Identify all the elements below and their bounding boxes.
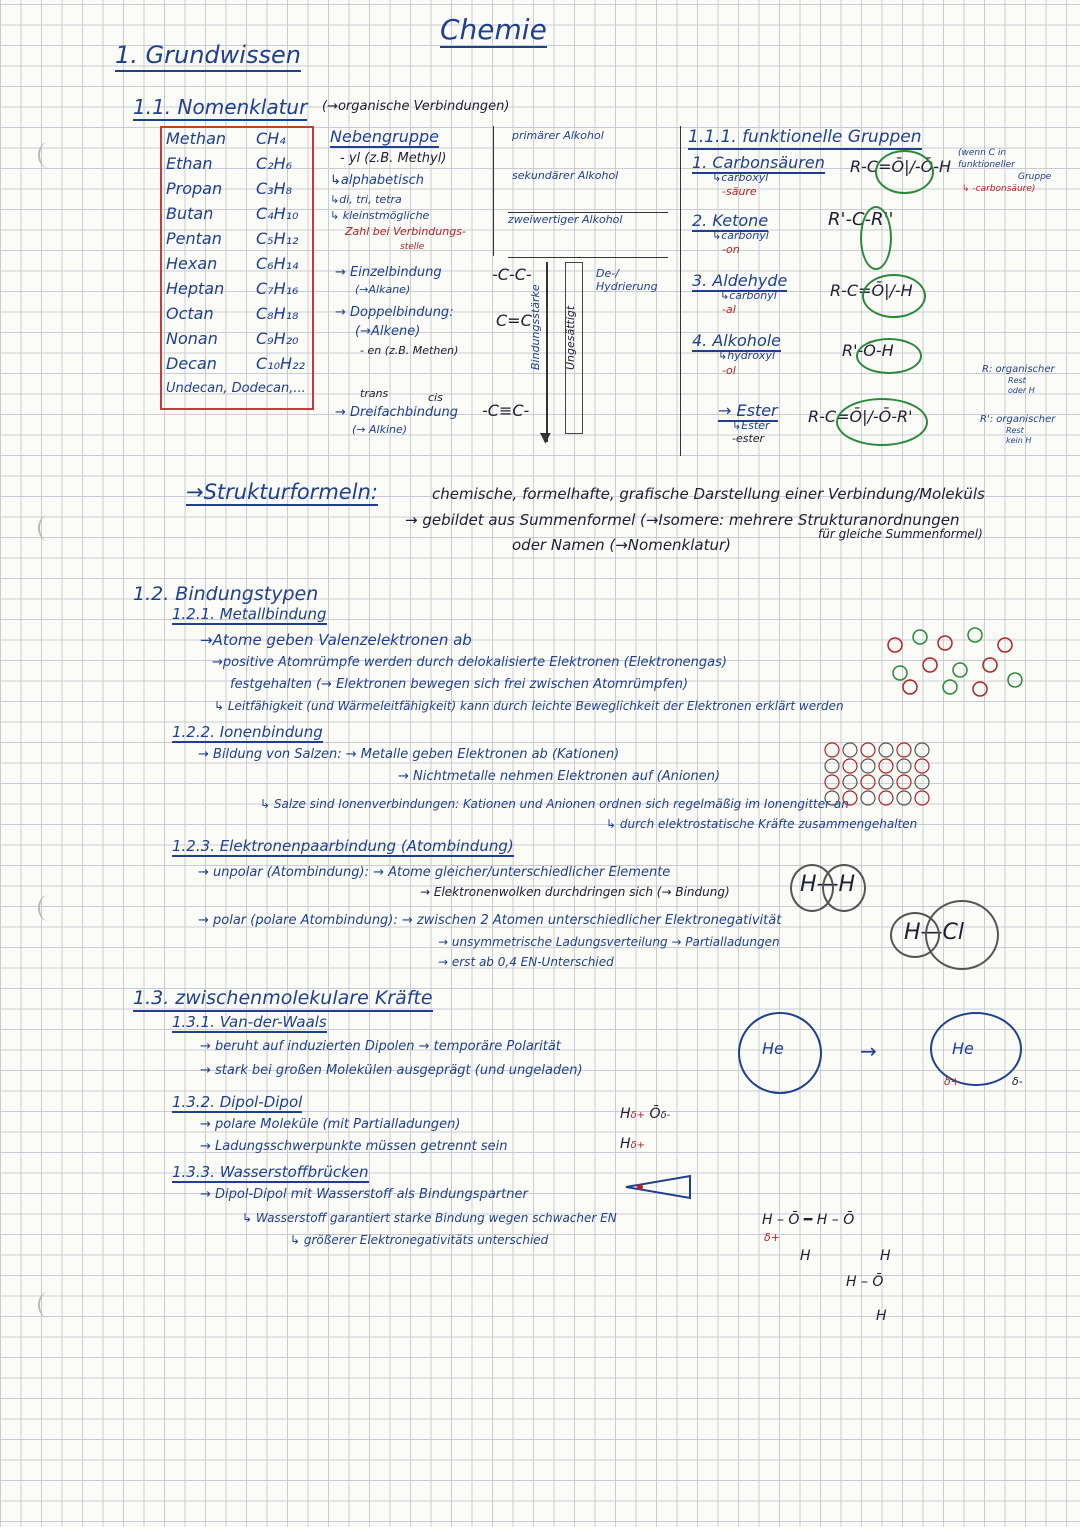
ep-line: → unsymmetrische Ladungsverteilung → Partialladungen: [438, 935, 780, 949]
punch-hole: [38, 895, 58, 921]
divider: [680, 126, 681, 456]
fg-formula: R'-C-R'': [828, 209, 894, 230]
ion-circle: [913, 630, 927, 644]
fg-highlight: [860, 206, 892, 270]
fg-sidenote: (wenn C in: [958, 148, 1007, 158]
fg-sub: ↳carboxyl: [712, 171, 769, 184]
ion-line: → Nichtmetalle nehmen Elektronen auf (Anionen): [398, 769, 721, 784]
wb-line: ↳ Wasserstoff garantiert starke Bindung wegen schwacher EN: [242, 1211, 617, 1225]
lattice-ion: [879, 759, 893, 773]
heading-fg: 1.1.1. funktionelle Gruppen: [688, 128, 922, 150]
ep-line: → unpolar (Atombindung): → Atome gleicher/unterschiedlicher Elemente: [198, 865, 671, 880]
vertical-label: Ungesättigt: [564, 305, 577, 370]
lattice-ion: [897, 759, 911, 773]
r-note: R: organischer: [982, 364, 1055, 375]
ion-line: ↳ Salze sind Ionenverbindungen: Kationen und Anionen ordnen sich regelmäßig im Ionengitter an: [260, 797, 849, 811]
dipole-sketch: [624, 1172, 694, 1202]
fg-sub: ↳hydroxyl: [718, 349, 776, 362]
electron-cloud: [925, 900, 999, 970]
wb-line: → Dipol-Dipol mit Wasserstoff als Bindungspartner: [200, 1187, 528, 1202]
punch-hole: [38, 142, 58, 168]
lattice-ion: [915, 775, 929, 789]
arrow-right-icon: →: [860, 1039, 877, 1063]
lattice-ion: [897, 743, 911, 757]
neben-line: - yl (z.B. Methyl): [340, 151, 447, 166]
ion-line: → Bildung von Salzen: → Metalle geben Elektronen ab (Kationen): [198, 747, 620, 762]
alkane-formula: C₂H₆: [256, 154, 293, 173]
ion-line: ↳ durch elektrostatische Kräfte zusammengehalten: [606, 817, 918, 831]
neben-line: ↳alphabetisch: [330, 173, 425, 188]
helium-label: He: [952, 1039, 974, 1058]
fg-sub: -säure: [722, 185, 757, 198]
struktur-line: → gebildet aus Summenformel (→Isomere: mehrere Strukturanordnungen: [405, 511, 960, 529]
fg-sidenote: Gruppe: [1018, 172, 1052, 182]
bond-line: - en (z.B. Methen): [360, 344, 459, 357]
ion-circle: [923, 658, 937, 672]
alkane-name: Nonan: [166, 329, 218, 348]
bond-symbol: -C≡C-: [482, 401, 530, 420]
fg-sub: ↳carbonyl: [720, 289, 777, 302]
struktur-line: oder Namen (→Nomenklatur): [512, 536, 732, 554]
neben-line: Zahl bei Verbindungs-: [345, 225, 466, 238]
lattice-ion: [843, 743, 857, 757]
fg-name: → Ester: [718, 402, 778, 422]
neben-line: ↳ kleinstmögliche: [330, 209, 430, 222]
ion-circle: [903, 680, 917, 694]
hbond-network: H – Ō ━ H – Ō: [762, 1212, 855, 1228]
fg-sidenote: ↳ -carbonsäure): [962, 184, 1036, 194]
arrow-head-icon: ▼: [540, 430, 551, 446]
metal-line: festgehalten (→ Elektronen bewegen sich frei zwischen Atomrümpfen): [230, 677, 689, 692]
alkane-name: Propan: [166, 179, 223, 198]
lattice-ion: [843, 791, 857, 805]
bond-symbol: -C-C-: [492, 265, 532, 284]
punch-hole: [38, 1292, 58, 1318]
ion-circle: [893, 666, 907, 680]
neben-line: stelle: [400, 242, 425, 252]
alkane-name: Hexan: [166, 254, 218, 273]
fg-name: 3. Aldehyde: [692, 272, 787, 292]
ion-circle: [938, 636, 952, 650]
lattice-ion: [861, 791, 875, 805]
divider: [508, 212, 668, 213]
heading-metallbindung: 1.2.1. Metallbindung: [172, 606, 327, 625]
fg-sub: ↳carbonyl: [712, 229, 769, 242]
lattice-ion: [825, 775, 839, 789]
fg-sub: -al: [722, 303, 736, 316]
ion-circle: [998, 638, 1012, 652]
fg-formula: R-C=Ō|/-Ō-R': [808, 407, 913, 426]
heading-bindungstypen: 1.2. Bindungstypen: [133, 583, 319, 605]
bond-line: → Einzelbindung: [335, 265, 442, 280]
alkane-name: Decan: [166, 354, 217, 373]
lattice-ion: [843, 759, 857, 773]
dd-line: → polare Moleküle (mit Partialladungen): [200, 1117, 461, 1132]
bond-line: (→ Alkine): [352, 423, 408, 436]
alkane-name: Butan: [166, 204, 214, 223]
fg-name: 2. Ketone: [692, 212, 768, 232]
ion-lattice-drawing: [820, 740, 940, 810]
electron-cloud: [822, 864, 866, 912]
fg-sub: ↳Ester: [732, 419, 770, 432]
lattice-ion: [825, 759, 839, 773]
hbond-h: H: [880, 1248, 891, 1264]
alkane-formula: C₈H₁₈: [256, 304, 299, 323]
heading-ionenbindung: 1.2.2. Ionenbindung: [172, 724, 323, 743]
r2-note: kein H: [1006, 436, 1032, 445]
vdw-line: → beruht auf induzierten Dipolen → temporäre Polarität: [200, 1039, 561, 1054]
fg-name: 4. Alkohole: [692, 332, 781, 352]
ion-circle: [1008, 673, 1022, 687]
lattice-ion: [897, 775, 911, 789]
r2-note: R': organischer: [980, 414, 1056, 425]
lattice-ion: [879, 775, 893, 789]
water-molecule-h: Hδ+: [620, 1136, 646, 1152]
lattice-ion: [879, 743, 893, 757]
bracket: [565, 262, 583, 434]
r-note: Rest: [1008, 376, 1026, 385]
heading-elektronenpaarbindung: 1.2.3. Elektronenpaarbindung (Atombindung): [172, 838, 514, 857]
bond-line: trans: [360, 387, 389, 400]
lattice-ion: [915, 759, 929, 773]
metal-line: ↳ Leitfähigkeit (und Wärmeleitfähigkeit) kann durch leichte Beweglichkeit der Elektronen erklärt werden: [214, 699, 844, 713]
ion-circle: [888, 638, 902, 652]
fg-highlight: [836, 398, 928, 446]
lattice-ion: [861, 759, 875, 773]
heading-zwischenmolekular: 1.3. zwischenmolekulare Kräfte: [133, 988, 433, 1012]
alkane-name: Ethan: [166, 154, 213, 173]
fg-highlight: [862, 274, 926, 318]
heading-dipol: 1.3.2. Dipol-Dipol: [172, 1094, 302, 1113]
hbond-h: H: [876, 1308, 887, 1324]
fg-name: 1. Carbonsäuren: [692, 154, 825, 174]
vertical-label: Bindungsstärke: [529, 284, 542, 370]
struktur-line: für gleiche Summenformel): [818, 527, 983, 541]
wb-line: ↳ größerer Elektronegativitäts unterschied: [290, 1233, 549, 1247]
fg-formula: R-C=Ō|/-H: [830, 281, 913, 300]
page-title: Chemie: [440, 14, 547, 48]
fg-sub: -ester: [732, 432, 765, 445]
fg-formula: R'-Ō-H: [842, 341, 894, 360]
ion-circle: [968, 628, 982, 642]
divider: [508, 257, 668, 258]
alcohol-label: primärer Alkohol: [512, 129, 604, 142]
vdw-line: → stark bei großen Molekülen ausgeprägt (und ungeladen): [200, 1063, 583, 1078]
bond-line: (→Alkane): [355, 283, 411, 296]
electron-gas-drawing: [880, 625, 1030, 700]
fg-sub: -on: [722, 243, 740, 256]
ep-line: → erst ab 0,4 EN-Unterschied: [438, 955, 614, 969]
hcl-molecule: H—Cl: [904, 920, 965, 945]
ion-circle: [953, 663, 967, 677]
alkane-formula: C₉H₂₀: [256, 329, 299, 348]
fg-formula: R-C=Ō|/-Ō-H: [850, 157, 952, 176]
nebengruppe-title: Nebengruppe: [330, 128, 439, 148]
lattice-ion: [897, 791, 911, 805]
lattice-ion: [915, 791, 929, 805]
ion-circle: [973, 682, 987, 696]
r-note: oder H: [1008, 386, 1035, 395]
arrow-line: [546, 262, 548, 442]
bond-line: → Dreifachbindung: [335, 405, 459, 420]
fg-highlight: [856, 338, 922, 374]
lattice-ion: [861, 775, 875, 789]
bond-line: cis: [428, 391, 443, 404]
lattice-ion: [825, 743, 839, 757]
lattice-ion: [915, 743, 929, 757]
alkane-formula: C₆H₁₄: [256, 254, 299, 273]
heading-nomenklatur: 1.1. Nomenklatur: [133, 95, 308, 119]
hbond-h: H: [800, 1248, 811, 1264]
fg-sidenote: funktioneller: [958, 160, 1015, 170]
alkane-formula: CH₄: [256, 129, 286, 148]
hbond-partial: δ+: [764, 1231, 780, 1244]
alkane-name: Methan: [166, 129, 227, 148]
partial-charge-plus: δ+: [944, 1075, 960, 1088]
dehydrierung-label: De-/ Hydrierung: [596, 267, 658, 293]
alcohol-label: zweiwertiger Alkohol: [508, 213, 623, 226]
alkane-name: Octan: [166, 304, 214, 323]
heading-wasserstoff: 1.3.3. Wasserstoffbrücken: [172, 1164, 369, 1183]
alkane-name: Pentan: [166, 229, 222, 248]
bond-line: (→Alkene): [355, 324, 421, 339]
alkane-name: Heptan: [166, 279, 225, 298]
lattice-ion: [843, 775, 857, 789]
water-molecule: Hδ+ Ōδ-: [620, 1106, 671, 1122]
alkane-formula: C₄H₁₀: [256, 204, 299, 223]
alkane-more: Undecan, Dodecan,...: [166, 381, 306, 396]
nomenklatur-note: (→organische Verbindungen): [322, 99, 510, 114]
heading-vdw: 1.3.1. Van-der-Waals: [172, 1014, 327, 1033]
ep-line: → polar (polare Atombindung): → zwischen 2 Atomen unterschiedlicher Elektronegativität: [198, 913, 782, 928]
fg-highlight: [875, 150, 934, 194]
lattice-ion: [861, 743, 875, 757]
dd-line: → Ladungsschwerpunkte müssen getrennt sein: [200, 1139, 508, 1154]
lattice-ion: [879, 791, 893, 805]
metal-line: →Atome geben Valenzelektronen ab: [200, 631, 472, 649]
fg-sub: -ol: [722, 364, 736, 377]
bond-symbol: C=C: [496, 311, 532, 330]
neben-line: ↳di, tri, tetra: [330, 193, 402, 206]
partial-charge-minus: δ-: [1012, 1075, 1023, 1088]
ep-line: → Elektronenwolken durchdringen sich (→ Bindung): [420, 885, 730, 899]
ion-circle: [983, 658, 997, 672]
lattice-ion: [825, 791, 839, 805]
hbond-oh: H – Ō: [846, 1274, 884, 1290]
alkane-formula: C₇H₁₆: [256, 279, 299, 298]
ion-circle: [943, 680, 957, 694]
r2-note: Rest: [1006, 426, 1024, 435]
alkane-formula: C₃H₈: [256, 179, 293, 198]
heading-grundwissen: 1. Grundwissen: [115, 42, 301, 72]
helium-label: He: [762, 1039, 784, 1058]
divider: [493, 126, 494, 256]
bond-line: → Doppelbindung:: [335, 305, 454, 320]
hh-molecule: H—H: [800, 872, 856, 897]
struktur-line: chemische, formelhafte, grafische Darstellung einer Verbindung/Moleküls: [432, 485, 985, 503]
alkane-formula: C₁₀H₂₂: [256, 354, 305, 373]
alcohol-label: sekundärer Alkohol: [512, 169, 619, 182]
metal-line: →positive Atomrümpfe werden durch delokalisierte Elektronen (Elektronengas): [212, 655, 727, 670]
punch-hole: [38, 515, 58, 541]
struktur-label: →Strukturformeln:: [186, 480, 378, 506]
alkane-formula: C₅H₁₂: [256, 229, 299, 248]
